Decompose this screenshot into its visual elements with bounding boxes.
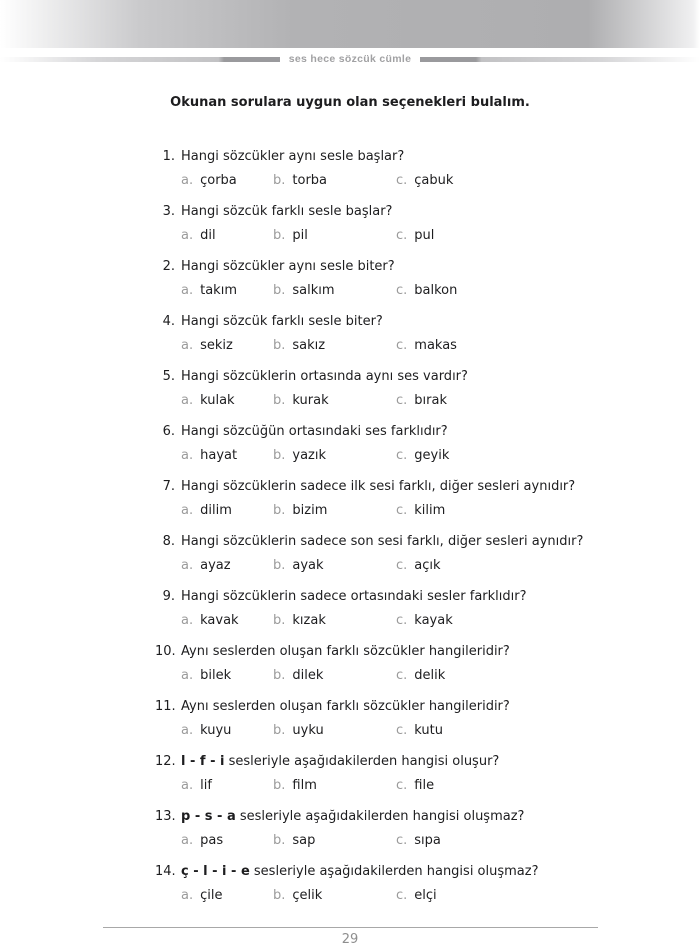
question-sounds: ç - l - i - e [181, 864, 250, 879]
question-text-body: Hangi sözcükler aynı sesle başlar? [181, 149, 405, 164]
option-b [273, 337, 396, 354]
options-row [181, 227, 625, 244]
option-a [181, 777, 273, 794]
question-number: 11. [155, 699, 176, 714]
question-block [155, 808, 625, 849]
question-block [155, 258, 625, 299]
option-word: yazık [292, 448, 327, 463]
option-c [396, 832, 441, 849]
options-row [181, 337, 625, 354]
question-block [155, 148, 625, 189]
question-text [181, 808, 524, 825]
question-block [155, 368, 625, 409]
option-word: torba [292, 173, 328, 188]
question-block [155, 533, 625, 574]
option-word: açık [414, 558, 441, 573]
option-a [181, 172, 273, 189]
option-letter: b. [273, 338, 286, 353]
option-word: pul [414, 228, 435, 243]
options-row [181, 667, 625, 684]
option-letter: a. [181, 283, 194, 298]
option-letter: b. [273, 448, 286, 463]
option-letter: c. [396, 393, 408, 408]
option-b [273, 722, 396, 739]
question-block [155, 423, 625, 464]
option-word: takım [200, 283, 237, 298]
option-letter: a. [181, 723, 194, 738]
question-block [155, 478, 625, 519]
options-row [181, 447, 625, 464]
header-rule-right [420, 57, 700, 62]
option-c [396, 337, 457, 354]
option-letter: a. [181, 338, 194, 353]
option-word: pil [292, 228, 308, 243]
question-block [155, 643, 625, 684]
option-c [396, 227, 434, 244]
option-word: kutu [414, 723, 443, 738]
question-text-body: Hangi sözcüğün ortasındaki ses farklıdır? [181, 424, 448, 439]
question-number: 8. [162, 534, 175, 549]
options-row [181, 282, 625, 299]
question-text-body: Hangi sözcüklerin ortasında aynı ses vardır? [181, 369, 468, 384]
question-text-body: Hangi sözcükler aynı sesle biter? [181, 259, 395, 274]
option-word: dilek [292, 668, 324, 683]
option-letter: c. [396, 888, 408, 903]
options-row [181, 887, 625, 904]
options-row [181, 557, 625, 574]
option-word: çelik [292, 888, 323, 903]
option-letter: a. [181, 778, 194, 793]
question-number: 14. [155, 864, 176, 879]
question-number: 1. [162, 149, 175, 164]
option-word: sakız [292, 338, 326, 353]
option-c [396, 172, 453, 189]
option-c [396, 722, 443, 739]
option-a [181, 557, 273, 574]
question-block [155, 863, 625, 904]
question-text-body: sesleriyle aşağıdakilerden hangisi oluşmaz? [235, 809, 525, 824]
question-text [181, 753, 499, 770]
option-word: elçi [414, 888, 437, 903]
question-text-body: Hangi sözcük farklı sesle başlar? [181, 204, 393, 219]
option-letter: c. [396, 448, 408, 463]
option-letter: b. [273, 503, 286, 518]
option-word: kavak [200, 613, 239, 628]
option-letter: b. [273, 888, 286, 903]
option-word: dil [200, 228, 216, 243]
option-a [181, 392, 273, 409]
question-number: 9. [162, 589, 175, 604]
option-b [273, 502, 396, 519]
option-letter: c. [396, 503, 408, 518]
question-block [155, 698, 625, 739]
option-a [181, 227, 273, 244]
option-letter: b. [273, 393, 286, 408]
option-letter: c. [396, 283, 408, 298]
option-b [273, 832, 396, 849]
question-list [155, 148, 625, 918]
options-row [181, 172, 625, 189]
question-block [155, 203, 625, 244]
option-c [396, 447, 449, 464]
option-letter: c. [396, 723, 408, 738]
option-letter: b. [273, 283, 286, 298]
question-text-body: Hangi sözcüklerin sadece son sesi farklı, diğer sesleri aynıdır? [181, 534, 584, 549]
option-letter: a. [181, 393, 194, 408]
option-word: film [292, 778, 317, 793]
option-c [396, 392, 447, 409]
question-text [181, 478, 575, 495]
question-text [181, 698, 510, 715]
options-row [181, 612, 625, 629]
option-word: ayaz [200, 558, 231, 573]
option-letter: a. [181, 228, 194, 243]
option-letter: a. [181, 503, 194, 518]
option-word: çabuk [414, 173, 454, 188]
option-letter: a. [181, 613, 194, 628]
option-c [396, 612, 453, 629]
option-letter: c. [396, 833, 408, 848]
option-word: lif [200, 778, 212, 793]
option-a [181, 832, 273, 849]
option-word: pas [200, 833, 224, 848]
options-row [181, 777, 625, 794]
option-b [273, 667, 396, 684]
question-text-body: sesleriyle aşağıdakilerden hangisi oluşmaz? [249, 864, 539, 879]
question-number: 3. [162, 204, 175, 219]
option-letter: c. [396, 613, 408, 628]
question-number: 2. [162, 259, 175, 274]
question-text [181, 313, 383, 330]
option-letter: b. [273, 228, 286, 243]
option-word: uyku [292, 723, 324, 738]
option-word: makas [414, 338, 457, 353]
option-letter: c. [396, 338, 408, 353]
option-word: kayak [414, 613, 453, 628]
option-a [181, 502, 273, 519]
option-a [181, 447, 273, 464]
option-c [396, 887, 437, 904]
question-number: 7. [162, 479, 175, 494]
question-sounds: l - f - i [181, 754, 225, 769]
question-sounds: p - s - a [181, 809, 236, 824]
option-b [273, 172, 396, 189]
option-word: bırak [414, 393, 447, 408]
option-a [181, 337, 273, 354]
option-word: bizim [292, 503, 328, 518]
question-block [155, 753, 625, 794]
question-block [155, 588, 625, 629]
question-number: 5. [162, 369, 175, 384]
question-text [181, 423, 448, 440]
question-text [181, 368, 468, 385]
option-letter: a. [181, 668, 194, 683]
question-text-body: Hangi sözcük farklı sesle biter? [181, 314, 383, 329]
question-text-body: Aynı seslerden oluşan farklı sözcükler hangileridir? [181, 699, 510, 714]
option-letter: c. [396, 778, 408, 793]
option-b [273, 447, 396, 464]
footer-divider [103, 927, 598, 928]
option-letter: b. [273, 613, 286, 628]
option-c [396, 557, 441, 574]
option-b [273, 227, 396, 244]
question-number: 6. [162, 424, 175, 439]
option-word: sap [292, 833, 316, 848]
question-text [181, 588, 527, 605]
option-letter: b. [273, 558, 286, 573]
option-letter: a. [181, 173, 194, 188]
options-row [181, 832, 625, 849]
option-letter: b. [273, 668, 286, 683]
options-row [181, 722, 625, 739]
option-letter: c. [396, 668, 408, 683]
option-a [181, 612, 273, 629]
options-row [181, 502, 625, 519]
option-letter: a. [181, 558, 194, 573]
question-text-body: Aynı seslerden oluşan farklı sözcükler hangileridir? [181, 644, 510, 659]
option-letter: a. [181, 888, 194, 903]
question-text [181, 643, 510, 660]
option-word: geyik [414, 448, 450, 463]
header-rule-left [0, 57, 280, 62]
options-row [181, 392, 625, 409]
option-b [273, 887, 396, 904]
option-word: salkım [292, 283, 335, 298]
option-a [181, 722, 273, 739]
option-b [273, 612, 396, 629]
question-text-body: Hangi sözcüklerin sadece ortasındaki sesler farklıdır? [181, 589, 527, 604]
option-word: balkon [414, 283, 458, 298]
option-letter: a. [181, 448, 194, 463]
question-text-body: Hangi sözcüklerin sadece ilk sesi farklı, diğer sesleri aynıdır? [181, 479, 576, 494]
option-c [396, 667, 445, 684]
option-a [181, 282, 273, 299]
option-letter: c. [396, 173, 408, 188]
question-text [181, 258, 395, 275]
question-text [181, 533, 583, 550]
option-letter: c. [396, 228, 408, 243]
option-c [396, 777, 434, 794]
option-word: bilek [200, 668, 232, 683]
question-text-body: sesleriyle aşağıdakilerden hangisi oluşur? [224, 754, 500, 769]
option-b [273, 392, 396, 409]
question-text [181, 863, 539, 880]
question-number: 12. [155, 754, 176, 769]
header-rule [0, 52, 700, 66]
option-word: çorba [200, 173, 237, 188]
option-letter: c. [396, 558, 408, 573]
option-word: delik [414, 668, 446, 683]
question-number: 13. [155, 809, 176, 824]
option-letter: b. [273, 833, 286, 848]
question-number: 10. [155, 644, 176, 659]
option-word: dilim [200, 503, 232, 518]
question-number: 4. [162, 314, 175, 329]
option-word: file [414, 778, 435, 793]
question-text [181, 203, 392, 220]
option-word: sekiz [200, 338, 233, 353]
question-text [181, 148, 404, 165]
option-word: çile [200, 888, 223, 903]
option-letter: b. [273, 723, 286, 738]
option-word: kızak [292, 613, 326, 628]
option-word: sıpa [414, 833, 441, 848]
option-word: kilim [414, 503, 446, 518]
option-b [273, 282, 396, 299]
option-word: kulak [200, 393, 235, 408]
option-c [396, 502, 445, 519]
option-b [273, 777, 396, 794]
option-letter: b. [273, 173, 286, 188]
header-section-title: ses hece sözcük cümle [288, 53, 412, 65]
option-word: ayak [292, 558, 324, 573]
page-number: 29 [341, 932, 359, 947]
worksheet-title: Okunan sorulara uygun olan seçenekleri bulalım. [170, 95, 530, 110]
option-a [181, 887, 273, 904]
option-word: kuyu [200, 723, 232, 738]
question-block [155, 313, 625, 354]
option-c [396, 282, 457, 299]
option-word: kurak [292, 393, 329, 408]
option-letter: a. [181, 833, 194, 848]
header-gradient-band [0, 0, 700, 48]
option-b [273, 557, 396, 574]
option-letter: b. [273, 778, 286, 793]
option-word: hayat [200, 448, 238, 463]
option-a [181, 667, 273, 684]
